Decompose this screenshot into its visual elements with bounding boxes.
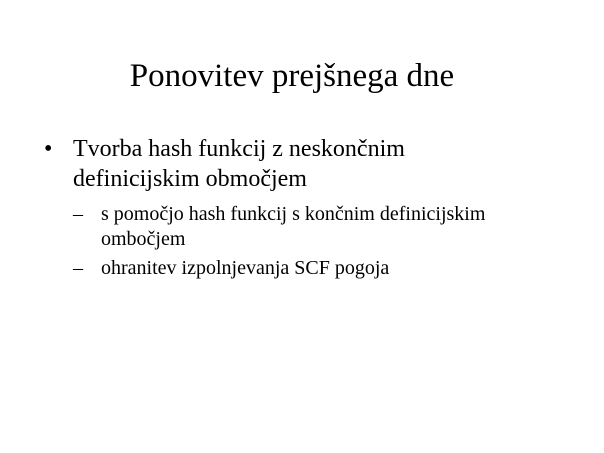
sub-bullet-text-line-2: ombočjem bbox=[101, 228, 186, 250]
bullet-marker: • bbox=[44, 136, 53, 162]
slide-title: Ponovitev prejšnega dne bbox=[129, 58, 455, 94]
sub-bullet-text-line-1: ohranitev izpolnjevanja SCF pogoja bbox=[101, 257, 390, 279]
bullet-text-line-2: definicijskim območjem bbox=[73, 166, 307, 192]
sub-bullet-marker: – bbox=[73, 257, 83, 279]
sub-bullet-item bbox=[73, 202, 584, 252]
bullet-text-line-1: Tvorba hash funkcij z neskončnim bbox=[73, 136, 405, 162]
bullet-item bbox=[44, 134, 584, 194]
sub-bullet-marker: – bbox=[73, 203, 83, 225]
sub-bullet-item bbox=[73, 256, 584, 281]
sub-bullet-list bbox=[44, 202, 584, 281]
bullet-list bbox=[44, 134, 584, 285]
sub-bullet-text-line-1: s pomočjo hash funkcij s končnim definicijskim bbox=[101, 203, 486, 225]
